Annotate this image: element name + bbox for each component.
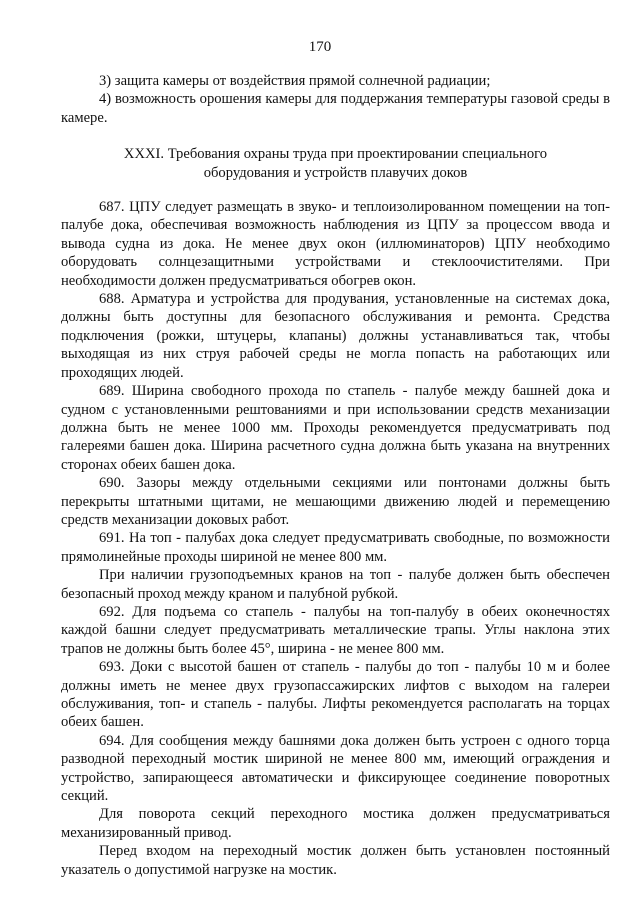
paragraph-687: 687. ЦПУ следует размещать в звуко- и теплоизолированном помещении на топ-палубе дока, обеспечивая возможность наблюдения из ЦПУ за процессом ввода и вывода судна из дока. Не менее двух окон (иллюминаторов) ЦПУ необходимо оборудовать солнцезащитными устройствами и стеклоочистителями. При необходимости должен предусматриваться обогрев окон. [61,199,610,289]
list-item-4: 4) возможность орошения камеры для поддержания температуры газовой среды в камере. [61,91,610,126]
section-heading [61,145,610,182]
section-heading-line-2: оборудования и устройств плавучих доков [203,164,468,181]
paragraph-689: 689. Ширина свободного прохода по стапель - палубе между башней дока и судном с установленными рештованиями и при использовании средств механизации должна быть не менее 1000 мм. Проходы рекомендуется предусматривать под галереями башен дока. Ширина расчетного судна должна быть указана на внутренних сторонах обеих башен дока. [61,383,610,473]
list-item-3: 3) защита камеры от воздействия прямой солнечной радиации; [99,73,491,89]
paragraph-694-sign: Перед входом на переходный мостик должен быть установлен постоянный указатель о допустимой нагрузке на мостик. [61,843,610,878]
paragraph-694: 694. Для сообщения между башнями дока должен быть устроен с одного торца разводной переходный мостик шириной не менее 800 мм, имеющий ограждения и устройство, запирающееся автоматически и фиксирующее соединение поворотных секций. [61,732,610,805]
paragraph-690: 690. Зазоры между отдельными секциями или понтонами должны быть перекрыты штатными щитами, не мешающими движению людей и перемещению средств механизации доковых работ. [61,475,610,528]
document-body [61,72,610,879]
paragraph-694-drive: Для поворота секций переходного мостика должен предусматриваться механизированный привод. [61,806,610,841]
paragraph-691: 691. На топ - палубах дока следует предусматривать свободные, по возможности прямолинейные проходы шириной не менее 800 мм. [61,530,610,565]
paragraph-692: 692. Для подъема со стапель - палубы на топ-палубу в обеих оконечностях каждой башни следует предусматривать металлические трапы. Углы наклона этих трапов не должны быть более 45°, ширина - не менее 800 мм. [61,603,610,657]
paragraph-691-continued: При наличии грузоподъемных кранов на топ - палубе должен быть обеспечен безопасный проход между краном и палубной рубкой. [61,567,610,602]
paragraph-693: 693. Доки с высотой башен от стапель - палубы до топ - палубы 10 м и более должны иметь не менее двух грузопассажирских лифтов с выходом на галереи обслуживания, топ- и стапель - палубы. Лифты рекомендуется располагать на торцах обеих башен. [61,659,610,731]
page-number: 170 [308,39,332,55]
paragraph-688: 688. Арматура и устройства для продувания, установленные на системах дока, должны быть доступны для безопасного обслуживания и ремонта. Средства подключения (рожки, штуцеры, клапаны) должны устанавливаться так, чтобы выходящая из них струя рабочей среды не могла попасть на работающих или проходящих людей. [61,291,610,381]
section-heading-line-1: XXXI. Требования охраны труда при проектировании специального [123,146,548,163]
